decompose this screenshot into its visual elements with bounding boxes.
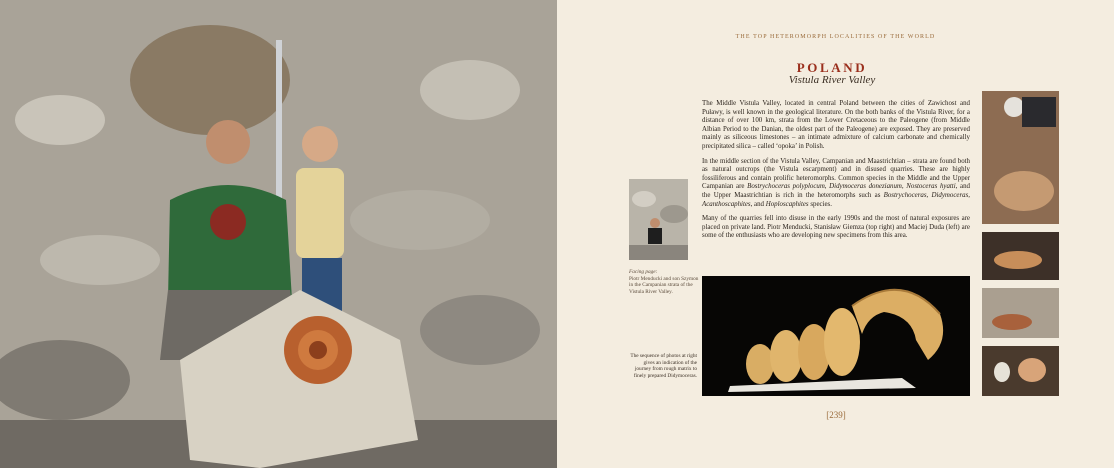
paragraph-1: The Middle Vistula Valley, located in central Poland between the cities of Zawichost and Puławy, is well known in the geological literature. On the both banks of the Vistula River, for a distance of over 100 km, strata from the Lower Cretaceous to the Paleogene (from Middle Albian Period to the Danian, the oldest part of the Paleogene) are exposed. They are preserved mainly as siliceous limestones – an intimate admixture of calcium carbonate and chemically precipitated silica – called ‘opoka’ in Polish. <box>702 100 970 150</box>
paragraph-2 <box>702 158 970 210</box>
locality-country-heading: POLAND <box>796 60 868 75</box>
right-page <box>557 0 1114 468</box>
paragraph-2-text-2: , and the Upper Maastrichtian is rich in the heteromorphs such as <box>702 183 970 199</box>
locality-region-subheading: Vistula River Valley <box>788 74 876 86</box>
running-head: THE TOP HETEROMORPH LOCALITIES OF THE WORLD <box>735 34 936 40</box>
facing-page-caption <box>629 269 701 295</box>
partially-prepared-fossil-photo-icon <box>982 288 1059 338</box>
paragraph-2-text-1: In the middle section of the Vistula Valley, Campanian and Maastrichtian – strata are found both as natural outcrops (the Vistula escarpment) and in disused quarries. These are highly fossiliferous and contain prolific heteromorphs. Common species in the Middle and the Upper Campanian are <box>702 157 970 191</box>
caption-facing-head: Facing page: <box>629 269 658 275</box>
species-list-2: Bostrychoceras, Didymoceras, Acanthoscaphites <box>702 191 970 208</box>
fossil-in-matrix-photo-icon <box>982 232 1059 280</box>
didymoceras-fossil-photo-icon <box>702 276 970 396</box>
caption-facing-text: Piotr Menducki and son Szymon in the Campanian strata of the Vistula River Valley. <box>629 275 699 295</box>
paragraph-2-text-4: species. <box>808 200 832 208</box>
paragraph-3: Many of the quarries fell into disuse in the early 1990s and the most of natural exposures are placed on private land. Piotr Menducki, Stanisław Giemza (top right) and Maciej Duda (left) are some of the enthusiasts who are developing new specimens from this area. <box>702 215 970 240</box>
man-in-quarry-photo-icon <box>629 179 688 260</box>
species-list-1: Bostrychoceras polyplocum, Didymoceras donezianum, Nostoceras hyatti <box>747 183 956 191</box>
worker-excavating-photo-icon <box>982 91 1059 224</box>
article-body <box>702 100 970 247</box>
page-number: [239] <box>826 410 846 420</box>
species-list-3: Hoploscaphites <box>765 200 809 208</box>
prepared-fossil-photo-icon <box>982 346 1059 396</box>
paragraph-2-text-3: , and <box>750 200 766 208</box>
sequence-caption: The sequence of photos at right gives an indication of the journey from rough matrix to finely prepared Didymoceras. <box>630 353 697 379</box>
